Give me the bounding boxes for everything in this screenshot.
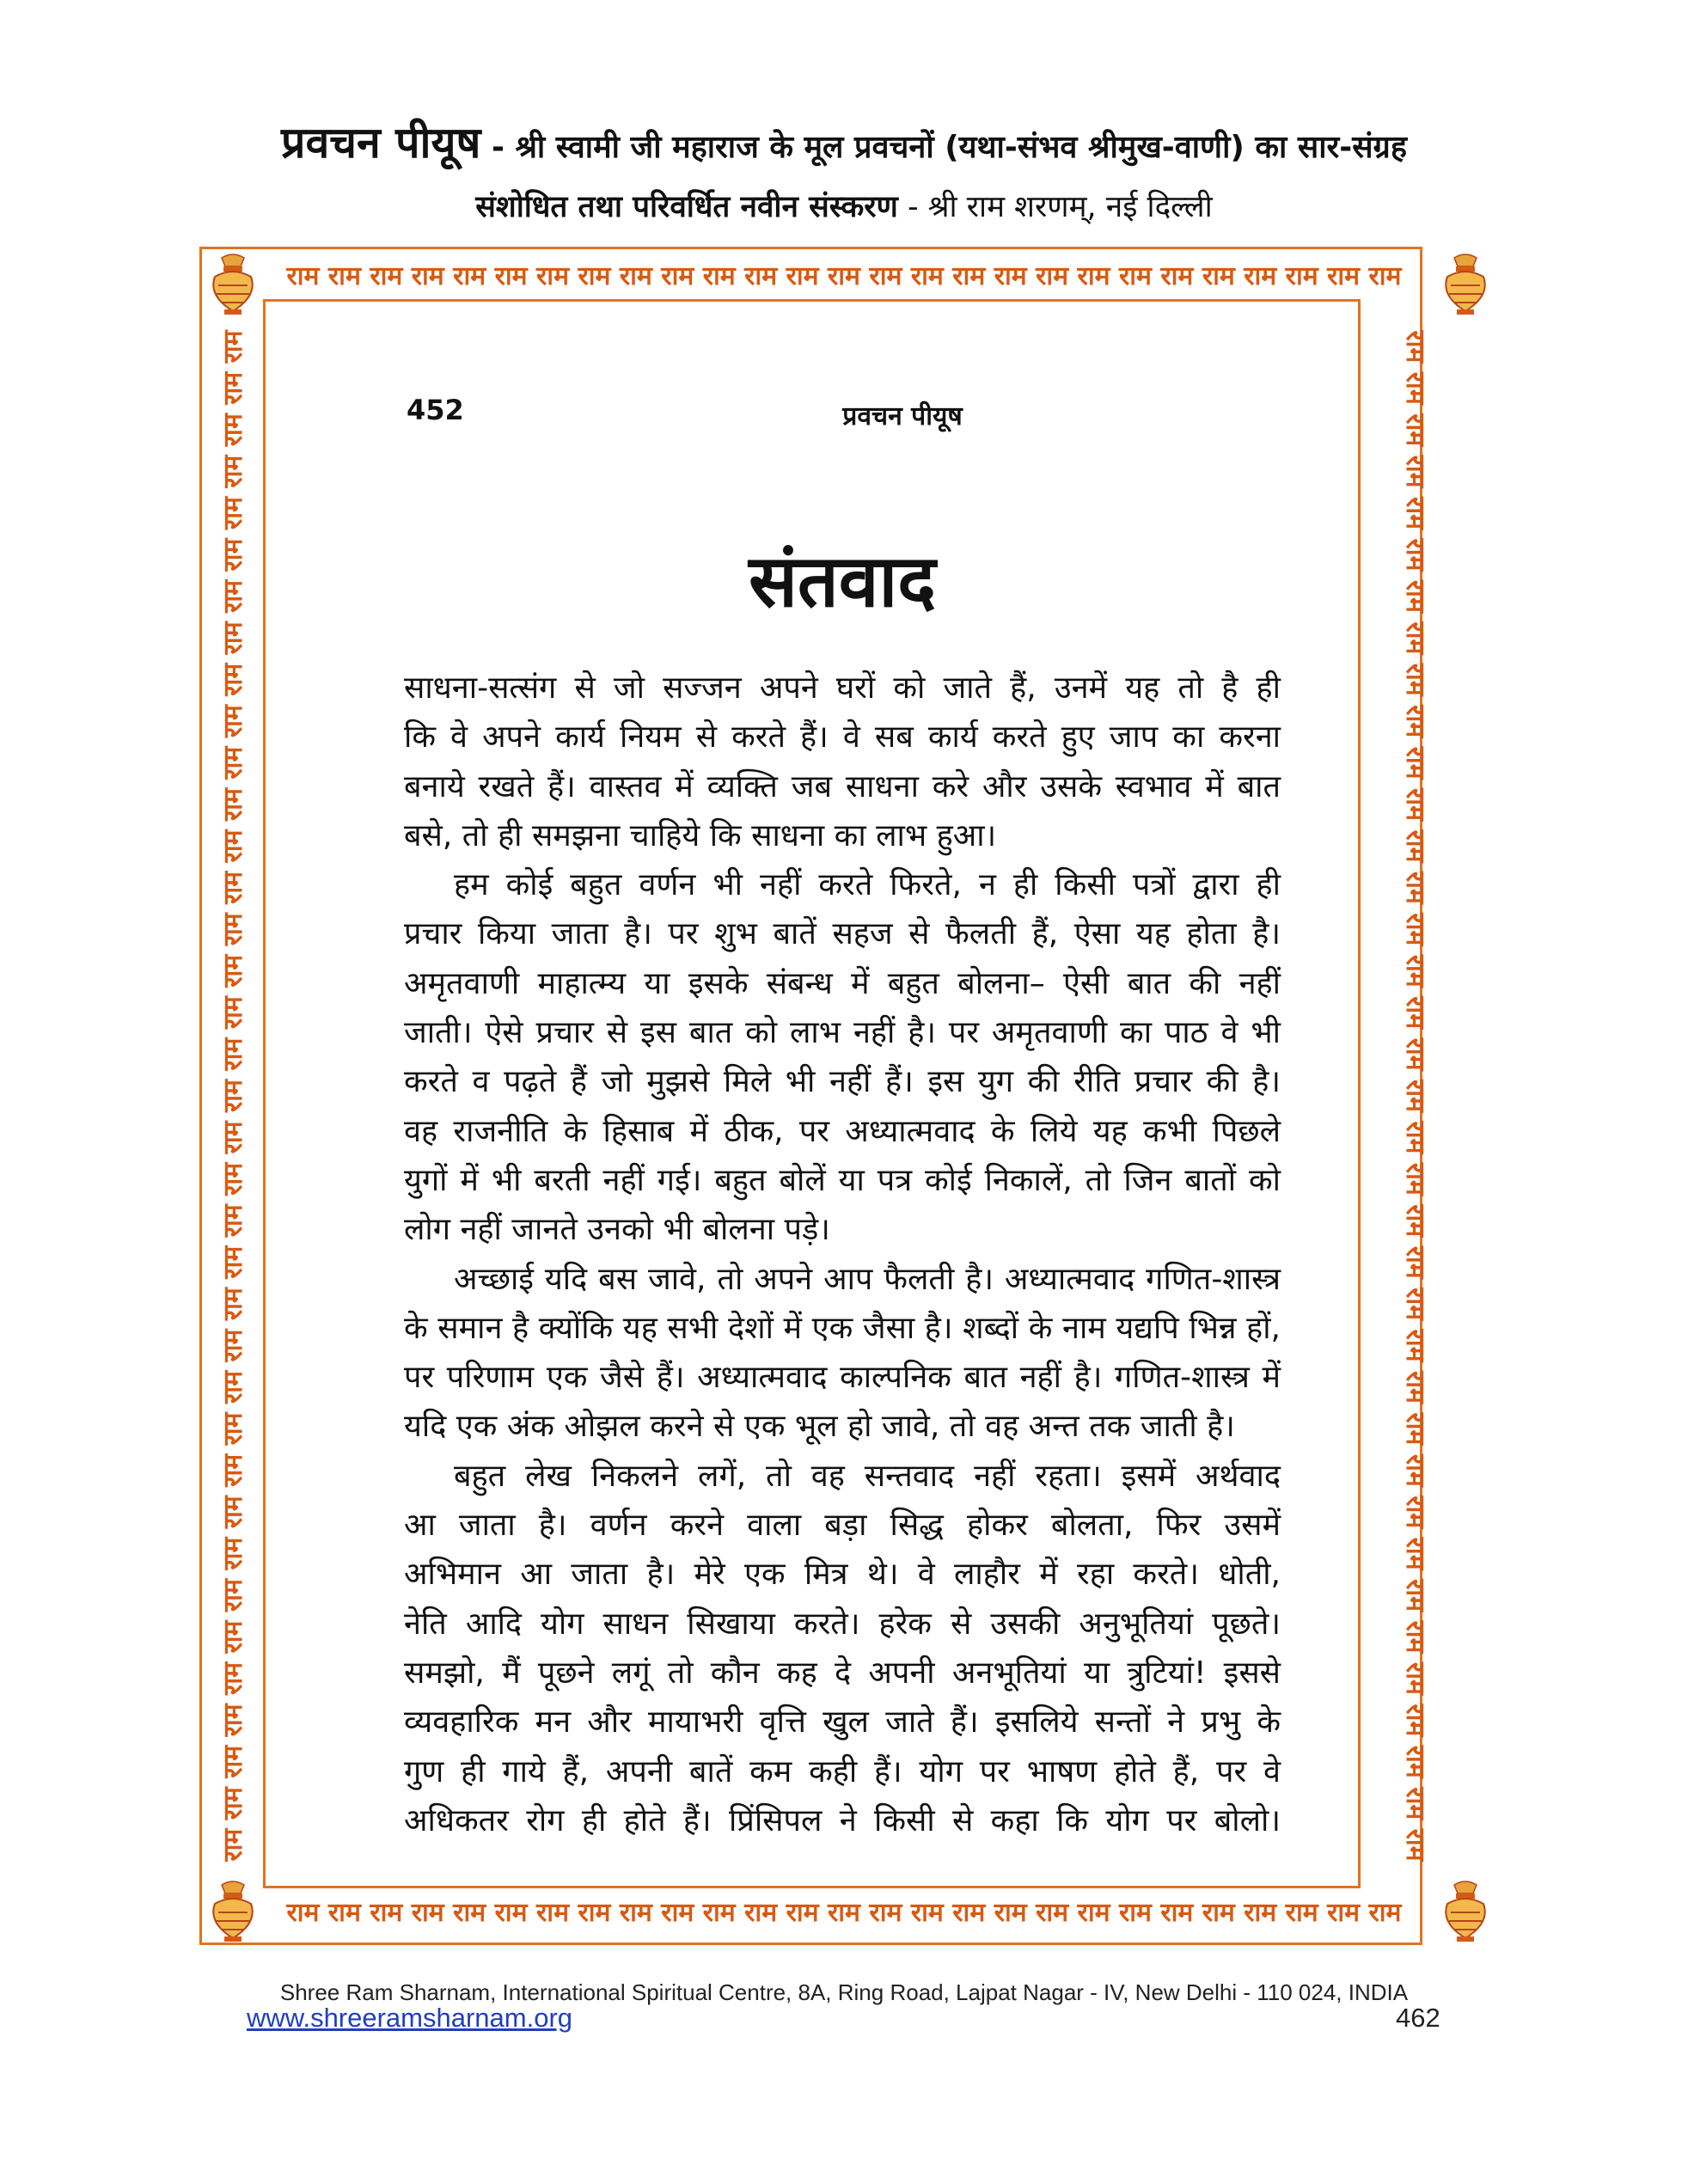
text-line: बसे, तो ही समझना चाहिये कि साधना का लाभ हुआ।: [404, 817, 997, 853]
text-line: बहुत लेख निकलने लगें, तो वह सन्तवाद नहीं रहता। इसमें अर्थवाद: [454, 1458, 1281, 1494]
running-head: प्रवचन पीयूष: [842, 401, 963, 431]
border-bottom-ram-text: राम राम राम राम राम राम राम राम राम राम राम राम राम राम राम राम राम राम राम राम राम राम राम राम राम राम राम: [286, 1898, 1402, 1928]
text-line: अधिकतर रोग ही होते हैं। प्रिंसिपल ने किसी से कहा कि योग पर बोलो।: [404, 1802, 1281, 1838]
text-line: जाती। ऐसे प्रचार से इस बात को लाभ नहीं है। पर अमृतवाणी का पाठ वे भी: [404, 1015, 1281, 1051]
kalash-icon: [203, 1878, 263, 1943]
border-left-ram-text: राम राम राम राम राम राम राम राम राम राम राम राम राम राम राम राम राम राम राम राम राम राम राम राम राम राम राम राम राम राम राम राम राम राम राम राम राम: [218, 330, 248, 1862]
header-title-separator: -: [480, 130, 516, 165]
text-line: साधना-सत्संग से जो सज्जन अपने घरों को जाते हैं, उनमें यह तो है ही: [404, 670, 1281, 706]
text-line: वह राजनीति के हिसाब में ठीक, पर अध्यात्मवाद के लिये यह कभी पिछले: [404, 1113, 1281, 1149]
footer-page-number: 462: [1396, 2003, 1440, 2033]
edition-line: [0, 186, 1688, 226]
border-top-ram-text: राम राम राम राम राम राम राम राम राम राम राम राम राम राम राम राम राम राम राम राम राम राम राम राम राम राम राम: [286, 261, 1402, 291]
header-title: प्रवचन पीयूष: [281, 118, 481, 168]
text-line: आ जाता है। वर्णन करने वाला बड़ा सिद्ध होकर बोलता, फिर उसमें: [404, 1508, 1281, 1544]
website-link[interactable]: www.shreeramsharnam.org: [247, 2003, 573, 2033]
text-line: नेति आदि योग साधन सिखाया करते। हरेक से उसकी अनुभूतियां पूछते।: [404, 1606, 1281, 1642]
text-line: हम कोई बहुत वर्णन भी नहीं करते फिरते, न ही किसी पत्रों द्वारा ही: [454, 867, 1281, 903]
chapter-title: संतवाद: [749, 538, 936, 623]
edition-publisher: - श्री राम शरणम्, नई दिल्ली: [897, 190, 1213, 224]
body-text: [404, 664, 1281, 1845]
scanned-page-number: 452: [407, 394, 464, 426]
document-header: [0, 112, 1688, 170]
text-line: बनाये रखते हैं। वास्तव में व्यक्ति जब साधना करे और उसके स्वभाव में बात: [404, 768, 1281, 804]
text-line: अमृतवाणी माहात्म्य या इसके संबन्ध में बहुत बोलना– ऐसी बात की नहीं: [404, 965, 1281, 1001]
edition-label: संशोधित तथा परिवर्धित नवीन संस्करण: [475, 190, 898, 224]
border-right-ram-text: राम राम राम राम राम राम राम राम राम राम राम राम राम राम राम राम राम राम राम राम राम राम राम राम राम राम राम राम राम राम राम राम राम राम राम राम राम: [1400, 330, 1430, 1862]
text-line: युगों में भी बरती नहीं गई। बहुत बोलें या पत्र कोई निकालें, तो जिन बातों को: [404, 1162, 1281, 1198]
text-line: पर परिणाम एक जैसे हैं। अध्यात्मवाद काल्पनिक बात नहीं है। गणित-शास्त्र में: [404, 1360, 1281, 1396]
text-line: करते व पढ़ते हैं जो मुझसे मिले भी नहीं हैं। इस युग की रीति प्रचार की है।: [404, 1064, 1281, 1100]
text-line: यदि एक अंक ओझल करने से एक भूल हो जावे, तो वह अन्त तक जाती है।: [404, 1409, 1235, 1445]
border-right-ram-column: [1392, 327, 1437, 1865]
text-line: व्यवहारिक मन और मायाभरी वृत्ति खुल जाते हैं। इसलिये सन्तों ने प्रभु के: [404, 1704, 1281, 1740]
kalash-icon: [1435, 251, 1495, 316]
text-line: अभिमान आ जाता है। मेरे एक मित्र थे। वे लाहौर में रहा करते। धोती,: [404, 1557, 1281, 1593]
text-line: अच्छाई यदि बस जावे, तो अपने आप फैलती है। अध्यात्मवाद गणित-शास्त्र: [454, 1261, 1281, 1297]
header-subtitle: श्री स्वामी जी महाराज के मूल प्रवचनों (यथा-संभव श्रीमुख-वाणी) का सार-संग्रह: [515, 130, 1407, 165]
text-line: के समान है क्योंकि यह सभी देशों में एक जैसा है। शब्दों के नाम यद्यपि भिन्न हों,: [404, 1310, 1281, 1346]
kalash-icon: [203, 251, 263, 316]
text-line: गुण ही गाये हैं, अपनी बातें कम कही हैं। योग पर भाषण होते हैं, पर वे: [404, 1753, 1281, 1789]
text-line: कि वे अपने कार्य नियम से करते हैं। वे सब कार्य करते हुए जाप का करना: [404, 719, 1281, 756]
text-line: प्रचार किया जाता है। पर शुभ बातें सहज से फैलती हैं, ऐसा यह होता है।: [404, 916, 1281, 952]
footer-address: Shree Ram Sharnam, International Spiritual Centre, 8A, Ring Road, Lajpat Nagar - IV, New Delhi - 110 024, INDIA: [279, 1979, 1409, 2005]
border-left-ram-column: [211, 327, 256, 1865]
text-line: समझो, मैं पूछने लगूं तो कौन कह दे अपनी अनभूतियां या त्रुटियां! इससे: [404, 1655, 1281, 1691]
kalash-icon: [1435, 1878, 1495, 1943]
text-line: लोग नहीं जानते उनको भी बोलना पड़े।: [404, 1212, 830, 1248]
